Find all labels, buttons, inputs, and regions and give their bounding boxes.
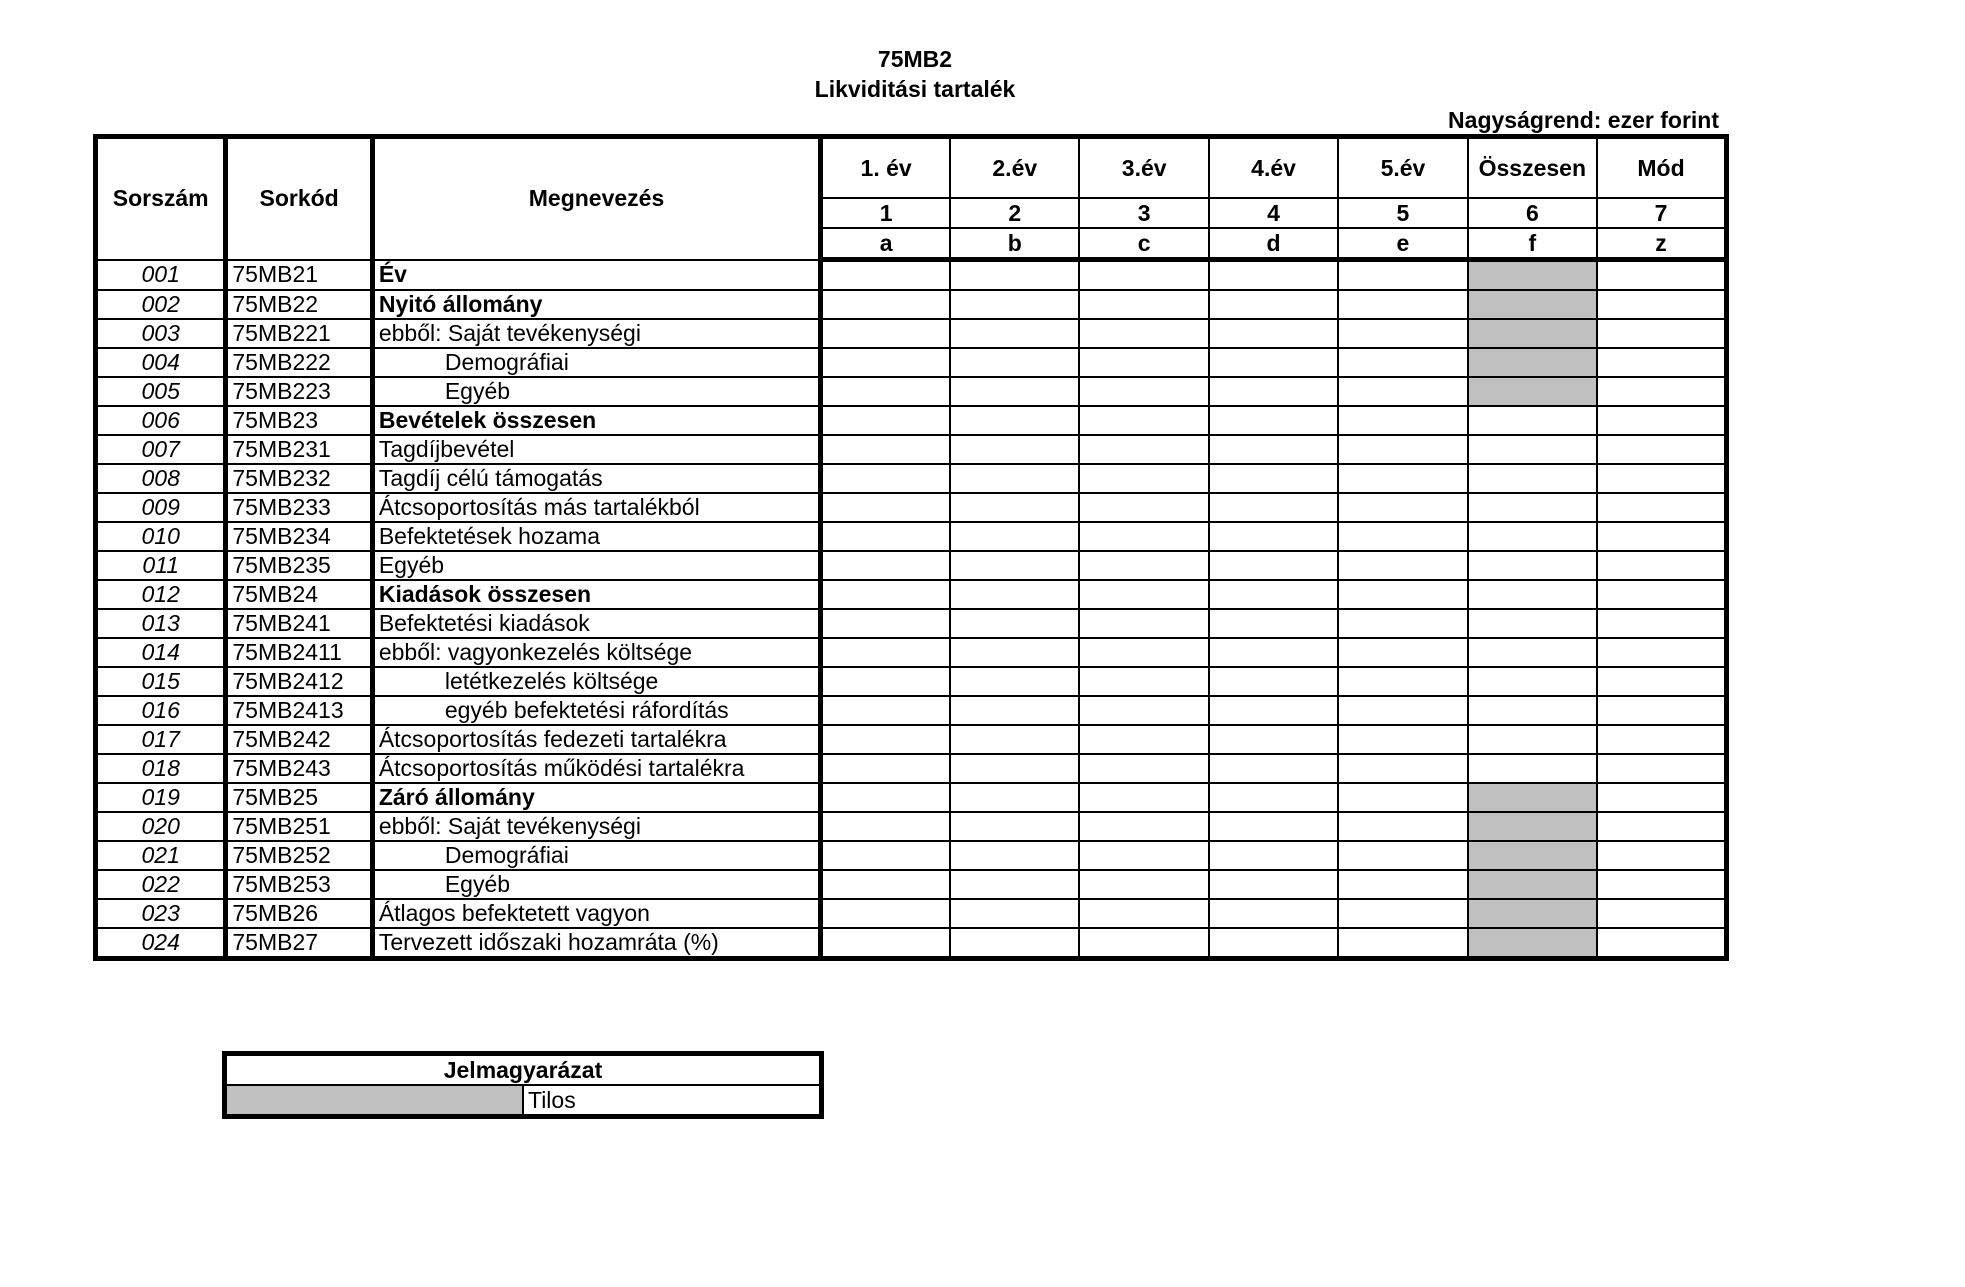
header-col-3: 3.év — [1079, 137, 1208, 199]
header-letter-1: a — [821, 228, 950, 260]
header-letter-3: c — [1079, 228, 1208, 260]
row-code: 75MB23 — [226, 406, 372, 435]
value-cell-col-2[interactable] — [950, 290, 1079, 319]
header-col-4: 4.év — [1209, 137, 1338, 199]
value-cell-col-4[interactable] — [1209, 319, 1338, 348]
value-cell-col-1[interactable] — [821, 899, 950, 928]
value-cell-col-1[interactable] — [821, 377, 950, 406]
value-cell-col-3[interactable] — [1079, 841, 1208, 870]
row-name: Bevételek összesen — [372, 406, 820, 435]
row-number: 021 — [96, 841, 226, 870]
row-code: 75MB251 — [226, 812, 372, 841]
value-cell-col-2[interactable] — [950, 319, 1079, 348]
value-cell-col-2[interactable] — [950, 841, 1079, 870]
value-cell-col-1[interactable] — [821, 841, 950, 870]
value-cell-col-6[interactable] — [1468, 406, 1597, 435]
row-code: 75MB2411 — [226, 638, 372, 667]
value-cell-col-3[interactable] — [1079, 580, 1208, 609]
table-row — [96, 754, 1727, 783]
row-name: Demográfiai — [372, 348, 820, 377]
value-cell-col-2[interactable] — [950, 638, 1079, 667]
table-row — [96, 493, 1727, 522]
value-cell-col-7[interactable] — [1597, 725, 1726, 754]
value-cell-col-3[interactable] — [1079, 754, 1208, 783]
value-cell-col-5[interactable] — [1338, 667, 1467, 696]
value-cell-col-7[interactable] — [1597, 580, 1726, 609]
value-cell-col-3[interactable] — [1079, 493, 1208, 522]
value-cell-col-4[interactable] — [1209, 725, 1338, 754]
value-cell-col-7[interactable] — [1597, 348, 1726, 377]
value-cell-col-2[interactable] — [950, 696, 1079, 725]
row-name: Záró állomány — [372, 783, 820, 812]
value-cell-col-3[interactable] — [1079, 464, 1208, 493]
value-cell-col-3[interactable] — [1079, 696, 1208, 725]
table-row — [96, 725, 1727, 754]
value-cell-col-4[interactable] — [1209, 290, 1338, 319]
row-number: 023 — [96, 899, 226, 928]
row-number: 006 — [96, 406, 226, 435]
row-number: 005 — [96, 377, 226, 406]
value-cell-col-4[interactable] — [1209, 841, 1338, 870]
header-col-6: Összesen — [1468, 137, 1597, 199]
value-cell-col-5[interactable] — [1338, 377, 1467, 406]
value-cell-col-2[interactable] — [950, 435, 1079, 464]
value-cell-col-2[interactable] — [950, 783, 1079, 812]
row-code: 75MB27 — [226, 928, 372, 959]
value-cell-col-5[interactable] — [1338, 812, 1467, 841]
row-number: 012 — [96, 580, 226, 609]
value-cell-col-1[interactable] — [821, 812, 950, 841]
value-cell-col-5[interactable] — [1338, 725, 1467, 754]
table-row — [96, 260, 1727, 291]
value-cell-col-2[interactable] — [950, 754, 1079, 783]
value-cell-col-3[interactable] — [1079, 290, 1208, 319]
value-cell-col-5[interactable] — [1338, 928, 1467, 959]
table-body — [96, 260, 1727, 959]
forbidden-cell — [1468, 377, 1597, 406]
value-cell-col-3[interactable] — [1079, 551, 1208, 580]
value-cell-col-4[interactable] — [1209, 406, 1338, 435]
table-row — [96, 609, 1727, 638]
table-row — [96, 696, 1727, 725]
value-cell-col-1[interactable] — [821, 260, 950, 291]
value-cell-col-7[interactable] — [1597, 435, 1726, 464]
table-row — [96, 290, 1727, 319]
row-number: 017 — [96, 725, 226, 754]
value-cell-col-2[interactable] — [950, 377, 1079, 406]
value-cell-col-2[interactable] — [950, 551, 1079, 580]
value-cell-col-1[interactable] — [821, 435, 950, 464]
value-cell-col-2[interactable] — [950, 899, 1079, 928]
value-cell-col-4[interactable] — [1209, 260, 1338, 291]
table-row — [96, 841, 1727, 870]
value-cell-col-4[interactable] — [1209, 899, 1338, 928]
value-cell-col-3[interactable] — [1079, 870, 1208, 899]
forbidden-cell — [1468, 319, 1597, 348]
value-cell-col-1[interactable] — [821, 754, 950, 783]
value-cell-col-2[interactable] — [950, 493, 1079, 522]
value-cell-col-5[interactable] — [1338, 435, 1467, 464]
row-number: 022 — [96, 870, 226, 899]
forbidden-cell — [1468, 260, 1597, 291]
table-row — [96, 319, 1727, 348]
value-cell-col-7[interactable] — [1597, 899, 1726, 928]
row-code: 75MB21 — [226, 260, 372, 291]
header-col-5: 5.év — [1338, 137, 1467, 199]
row-code: 75MB25 — [226, 783, 372, 812]
row-code: 75MB233 — [226, 493, 372, 522]
value-cell-col-1[interactable] — [821, 348, 950, 377]
value-cell-col-2[interactable] — [950, 406, 1079, 435]
value-cell-col-2[interactable] — [950, 725, 1079, 754]
value-cell-col-1[interactable] — [821, 406, 950, 435]
forbidden-cell — [1468, 928, 1597, 959]
value-cell-col-7[interactable] — [1597, 783, 1726, 812]
header-num-1: 1 — [821, 198, 950, 228]
row-number: 007 — [96, 435, 226, 464]
value-cell-col-4[interactable] — [1209, 435, 1338, 464]
row-name: Befektetések hozama — [372, 522, 820, 551]
value-cell-col-6[interactable] — [1468, 551, 1597, 580]
value-cell-col-4[interactable] — [1209, 870, 1338, 899]
value-cell-col-5[interactable] — [1338, 899, 1467, 928]
forbidden-cell — [1468, 783, 1597, 812]
value-cell-col-3[interactable] — [1079, 899, 1208, 928]
value-cell-col-2[interactable] — [950, 348, 1079, 377]
row-code: 75MB252 — [226, 841, 372, 870]
unit-label: Nagyságrend: ezer forint — [1448, 107, 1719, 133]
value-cell-col-3[interactable] — [1079, 638, 1208, 667]
value-cell-col-6[interactable] — [1468, 667, 1597, 696]
row-name: Tagdíj célú támogatás — [372, 464, 820, 493]
header-col-1: 1. év — [821, 137, 950, 199]
row-number: 010 — [96, 522, 226, 551]
forbidden-cell — [1468, 348, 1597, 377]
row-name: Év — [372, 260, 820, 291]
row-code: 75MB22 — [226, 290, 372, 319]
row-code: 75MB2413 — [226, 696, 372, 725]
value-cell-col-5[interactable] — [1338, 609, 1467, 638]
value-cell-col-7[interactable] — [1597, 667, 1726, 696]
row-name: Egyéb — [372, 377, 820, 406]
header-letter-4: d — [1209, 228, 1338, 260]
value-cell-col-7[interactable] — [1597, 696, 1726, 725]
row-number: 013 — [96, 609, 226, 638]
value-cell-col-5[interactable] — [1338, 406, 1467, 435]
table-row — [96, 435, 1727, 464]
row-code: 75MB2412 — [226, 667, 372, 696]
value-cell-col-7[interactable] — [1597, 260, 1726, 291]
value-cell-col-4[interactable] — [1209, 493, 1338, 522]
header-sorkod: Sorkód — [226, 137, 372, 260]
row-name: Átcsoportosítás fedezeti tartalékra — [372, 725, 820, 754]
header-letter-5: e — [1338, 228, 1467, 260]
table-row — [96, 899, 1727, 928]
row-number: 019 — [96, 783, 226, 812]
table-row — [96, 812, 1727, 841]
table-row — [96, 928, 1727, 959]
value-cell-col-7[interactable] — [1597, 377, 1726, 406]
row-code: 75MB234 — [226, 522, 372, 551]
value-cell-col-3[interactable] — [1079, 783, 1208, 812]
value-cell-col-4[interactable] — [1209, 667, 1338, 696]
value-cell-col-2[interactable] — [950, 667, 1079, 696]
header-col-7: Mód — [1597, 137, 1726, 199]
value-cell-col-5[interactable] — [1338, 696, 1467, 725]
value-cell-col-4[interactable] — [1209, 783, 1338, 812]
row-code: 75MB26 — [226, 899, 372, 928]
value-cell-col-3[interactable] — [1079, 928, 1208, 959]
header-sorszam: Sorszám — [96, 137, 226, 260]
value-cell-col-1[interactable] — [821, 928, 950, 959]
value-cell-col-2[interactable] — [950, 812, 1079, 841]
value-cell-col-6[interactable] — [1468, 522, 1597, 551]
value-cell-col-7[interactable] — [1597, 754, 1726, 783]
header-letter-2: b — [950, 228, 1079, 260]
value-cell-col-6[interactable] — [1468, 696, 1597, 725]
row-code: 75MB232 — [226, 464, 372, 493]
header-num-5: 5 — [1338, 198, 1467, 228]
value-cell-col-3[interactable] — [1079, 522, 1208, 551]
table-row — [96, 580, 1727, 609]
value-cell-col-3[interactable] — [1079, 667, 1208, 696]
value-cell-col-7[interactable] — [1597, 464, 1726, 493]
value-cell-col-5[interactable] — [1338, 754, 1467, 783]
value-cell-col-4[interactable] — [1209, 609, 1338, 638]
value-cell-col-3[interactable] — [1079, 319, 1208, 348]
table-row — [96, 377, 1727, 406]
value-cell-col-7[interactable] — [1597, 522, 1726, 551]
value-cell-col-7[interactable] — [1597, 319, 1726, 348]
value-cell-col-6[interactable] — [1468, 435, 1597, 464]
value-cell-col-7[interactable] — [1597, 551, 1726, 580]
form-code: 75MB2 — [877, 46, 953, 72]
row-number: 024 — [96, 928, 226, 959]
forbidden-cell — [1468, 870, 1597, 899]
value-cell-col-1[interactable] — [821, 580, 950, 609]
legend — [222, 1051, 824, 1119]
legend-item-label: Tilos — [523, 1085, 822, 1117]
value-cell-col-1[interactable] — [821, 464, 950, 493]
row-name: Tagdíjbevétel — [372, 435, 820, 464]
row-name: egyéb befektetési ráfordítás — [372, 696, 820, 725]
table-row — [96, 638, 1727, 667]
row-name: Nyitó állomány — [372, 290, 820, 319]
value-cell-col-5[interactable] — [1338, 522, 1467, 551]
value-cell-col-4[interactable] — [1209, 377, 1338, 406]
row-number: 015 — [96, 667, 226, 696]
value-cell-col-4[interactable] — [1209, 812, 1338, 841]
row-code: 75MB253 — [226, 870, 372, 899]
value-cell-col-4[interactable] — [1209, 464, 1338, 493]
row-name: Tervezett időszaki hozamráta (%) — [372, 928, 820, 959]
row-name: ebből: Saját tevékenységi — [372, 812, 820, 841]
row-number: 003 — [96, 319, 226, 348]
row-name: ebből: Saját tevékenységi — [372, 319, 820, 348]
table-row — [96, 406, 1727, 435]
header-num-6: 6 — [1468, 198, 1597, 228]
forbidden-cell — [1468, 899, 1597, 928]
value-cell-col-3[interactable] — [1079, 435, 1208, 464]
value-cell-col-2[interactable] — [950, 580, 1079, 609]
value-cell-col-2[interactable] — [950, 928, 1079, 959]
value-cell-col-6[interactable] — [1468, 754, 1597, 783]
value-cell-col-5[interactable] — [1338, 638, 1467, 667]
value-cell-col-3[interactable] — [1079, 377, 1208, 406]
row-code: 75MB243 — [226, 754, 372, 783]
value-cell-col-7[interactable] — [1597, 638, 1726, 667]
value-cell-col-2[interactable] — [950, 464, 1079, 493]
value-cell-col-5[interactable] — [1338, 464, 1467, 493]
row-code: 75MB24 — [226, 580, 372, 609]
row-number: 016 — [96, 696, 226, 725]
row-code: 75MB242 — [226, 725, 372, 754]
value-cell-col-5[interactable] — [1338, 841, 1467, 870]
row-name: Befektetési kiadások — [372, 609, 820, 638]
table-row — [96, 348, 1727, 377]
row-name: Egyéb — [372, 870, 820, 899]
row-number: 020 — [96, 812, 226, 841]
value-cell-col-5[interactable] — [1338, 783, 1467, 812]
form-title: Likviditási tartalék — [814, 76, 1016, 102]
table-row — [96, 522, 1727, 551]
value-cell-col-2[interactable] — [950, 522, 1079, 551]
value-cell-col-3[interactable] — [1079, 406, 1208, 435]
value-cell-col-1[interactable] — [821, 551, 950, 580]
row-code: 75MB235 — [226, 551, 372, 580]
value-cell-col-6[interactable] — [1468, 638, 1597, 667]
value-cell-col-4[interactable] — [1209, 522, 1338, 551]
forbidden-cell — [1468, 841, 1597, 870]
value-cell-col-5[interactable] — [1338, 551, 1467, 580]
row-number: 008 — [96, 464, 226, 493]
value-cell-col-5[interactable] — [1338, 319, 1467, 348]
row-code: 75MB231 — [226, 435, 372, 464]
value-cell-col-2[interactable] — [950, 870, 1079, 899]
value-cell-col-5[interactable] — [1338, 348, 1467, 377]
value-cell-col-4[interactable] — [1209, 928, 1338, 959]
value-cell-col-1[interactable] — [821, 638, 950, 667]
table-row — [96, 551, 1727, 580]
header-letter-7: z — [1597, 228, 1726, 260]
value-cell-col-1[interactable] — [821, 667, 950, 696]
value-cell-col-2[interactable] — [950, 260, 1079, 291]
row-number: 009 — [96, 493, 226, 522]
value-cell-col-6[interactable] — [1468, 493, 1597, 522]
header-num-3: 3 — [1079, 198, 1208, 228]
value-cell-col-7[interactable] — [1597, 609, 1726, 638]
value-cell-col-6[interactable] — [1468, 725, 1597, 754]
row-name: Átlagos befektetett vagyon — [372, 899, 820, 928]
value-cell-col-7[interactable] — [1597, 812, 1726, 841]
value-cell-col-1[interactable] — [821, 609, 950, 638]
row-code: 75MB221 — [226, 319, 372, 348]
table-row — [96, 667, 1727, 696]
header-num-7: 7 — [1597, 198, 1726, 228]
value-cell-col-3[interactable] — [1079, 812, 1208, 841]
row-name: letétkezelés költsége — [372, 667, 820, 696]
header-num-4: 4 — [1209, 198, 1338, 228]
value-cell-col-7[interactable] — [1597, 870, 1726, 899]
header-col-2: 2.év — [950, 137, 1079, 199]
header-letter-6: f — [1468, 228, 1597, 260]
value-cell-col-1[interactable] — [821, 870, 950, 899]
value-cell-col-7[interactable] — [1597, 406, 1726, 435]
table-row — [96, 464, 1727, 493]
row-name: Egyéb — [372, 551, 820, 580]
value-cell-col-6[interactable] — [1468, 464, 1597, 493]
row-number: 004 — [96, 348, 226, 377]
header-num-2: 2 — [950, 198, 1079, 228]
row-number: 014 — [96, 638, 226, 667]
row-code: 75MB222 — [226, 348, 372, 377]
row-name: ebből: vagyonkezelés költsége — [372, 638, 820, 667]
value-cell-col-5[interactable] — [1338, 580, 1467, 609]
value-cell-col-1[interactable] — [821, 493, 950, 522]
row-code: 75MB223 — [226, 377, 372, 406]
value-cell-col-5[interactable] — [1338, 870, 1467, 899]
table-row — [96, 870, 1727, 899]
header-megnevezes: Megnevezés — [372, 137, 820, 260]
value-cell-col-1[interactable] — [821, 696, 950, 725]
value-cell-col-4[interactable] — [1209, 638, 1338, 667]
row-number: 002 — [96, 290, 226, 319]
row-name: Átcsoportosítás működési tartalékra — [372, 754, 820, 783]
value-cell-col-3[interactable] — [1079, 609, 1208, 638]
row-code: 75MB241 — [226, 609, 372, 638]
row-name: Átcsoportosítás más tartalékból — [372, 493, 820, 522]
table-row — [96, 783, 1727, 812]
value-cell-col-7[interactable] — [1597, 493, 1726, 522]
value-cell-col-3[interactable] — [1079, 725, 1208, 754]
value-cell-col-1[interactable] — [821, 522, 950, 551]
value-cell-col-4[interactable] — [1209, 348, 1338, 377]
row-name: Demográfiai — [372, 841, 820, 870]
value-cell-col-4[interactable] — [1209, 696, 1338, 725]
row-number: 001 — [96, 260, 226, 291]
value-cell-col-7[interactable] — [1597, 928, 1726, 959]
row-number: 018 — [96, 754, 226, 783]
value-cell-col-1[interactable] — [821, 290, 950, 319]
forbidden-cell — [1468, 290, 1597, 319]
value-cell-col-3[interactable] — [1079, 260, 1208, 291]
row-number: 011 — [96, 551, 226, 580]
value-cell-col-7[interactable] — [1597, 290, 1726, 319]
value-cell-col-5[interactable] — [1338, 290, 1467, 319]
value-cell-col-5[interactable] — [1338, 260, 1467, 291]
value-cell-col-1[interactable] — [821, 319, 950, 348]
value-cell-col-4[interactable] — [1209, 754, 1338, 783]
value-cell-col-6[interactable] — [1468, 609, 1597, 638]
value-cell-col-4[interactable] — [1209, 580, 1338, 609]
liquidity-reserve-table — [93, 134, 1729, 961]
forbidden-cell — [1468, 812, 1597, 841]
value-cell-col-4[interactable] — [1209, 551, 1338, 580]
value-cell-col-5[interactable] — [1338, 493, 1467, 522]
value-cell-col-1[interactable] — [821, 725, 950, 754]
value-cell-col-3[interactable] — [1079, 348, 1208, 377]
legend-title: Jelmagyarázat — [225, 1054, 822, 1086]
value-cell-col-1[interactable] — [821, 783, 950, 812]
row-name: Kiadások összesen — [372, 580, 820, 609]
value-cell-col-7[interactable] — [1597, 841, 1726, 870]
legend-gray-swatch — [225, 1085, 524, 1117]
value-cell-col-6[interactable] — [1468, 580, 1597, 609]
value-cell-col-2[interactable] — [950, 609, 1079, 638]
